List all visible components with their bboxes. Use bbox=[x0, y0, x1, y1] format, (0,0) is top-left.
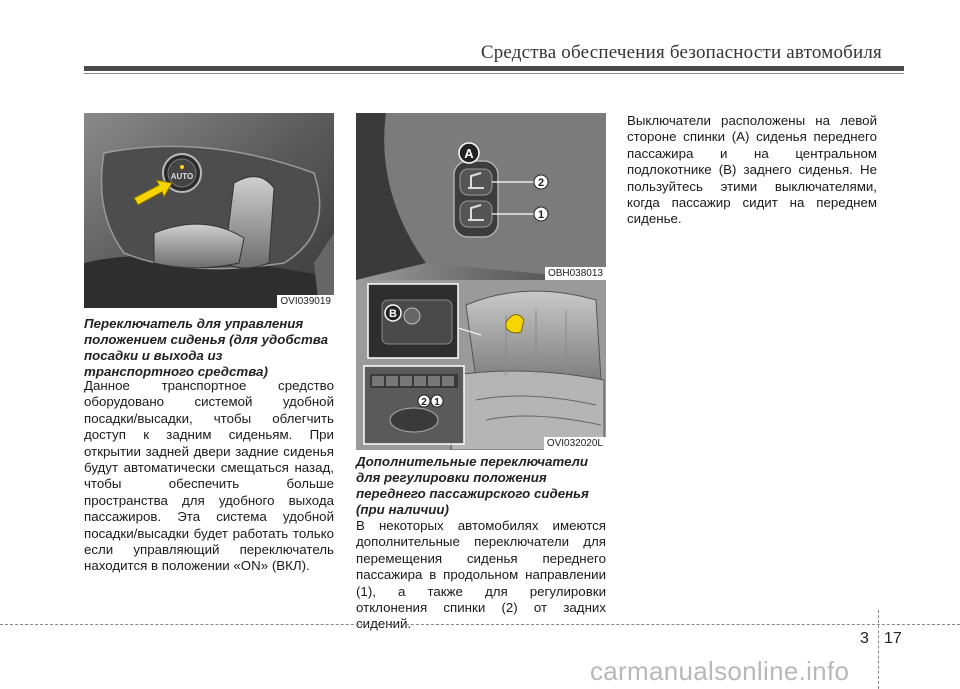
header-rule-thin bbox=[84, 73, 904, 74]
figure-code: OBH038013 bbox=[545, 267, 606, 280]
figure-code: OVI032020L bbox=[544, 437, 606, 450]
figure-code: OVI039019 bbox=[277, 295, 334, 308]
callout-2: 2 bbox=[537, 177, 545, 189]
chapter-number: 3 bbox=[860, 630, 869, 647]
callout-a: A bbox=[464, 146, 474, 161]
header-rule bbox=[84, 66, 904, 71]
page-header-title: Средства обеспечения безопасности автомобиля bbox=[480, 42, 882, 63]
callout-1: 1 bbox=[537, 209, 545, 221]
seat-switch-illustration bbox=[84, 113, 334, 308]
figure-seatback-switch-photo bbox=[356, 113, 606, 280]
page-number: 17 bbox=[884, 630, 902, 647]
figure-rear-seat-photo bbox=[356, 280, 606, 450]
watermark: carmanualsonline.info bbox=[590, 656, 850, 686]
figure-caption: Дополнительные переключатели для регулировки положения переднего пассажирского сиденья (при наличии) bbox=[356, 454, 589, 517]
body-paragraph: Выключатели расположены на левой стороне спинки (A) сиденья переднего пассажира и на центральном подлокотнике (B) заднего сиденья. Не пользуйтесь этими выключателями, когда пассажир сидит на переднем сиденье. bbox=[627, 113, 877, 227]
callout-2: 2 bbox=[421, 397, 427, 408]
figure-seat-control-photo bbox=[84, 113, 334, 308]
rear-seat-illustration bbox=[356, 280, 606, 450]
footer-divider bbox=[878, 610, 879, 689]
auto-label: AUTO bbox=[170, 172, 194, 181]
callout-b: B bbox=[389, 308, 397, 320]
body-paragraph: В некоторых автомобилях имеются дополнительные переключатели для перемещения сиденья переднего пассажира в продольном направлении (1), а также для регулировки отклонения спинки (2) от задних сидений. bbox=[356, 518, 606, 632]
body-paragraph: Данное транспортное средство оборудовано системой удобной посадки/высадки, чтобы облегчить доступ к задним сиденьям. При открытии задней двери задние сиденья будут автоматически смещаться назад, чтобы обеспечить больше пространства для удобного выхода пассажиров. Эта система удобной посадки/высадки будет работать только если управляющий переключатель находится в положении «ON» (ВКЛ). bbox=[84, 378, 334, 574]
seatback-switch-illustration bbox=[356, 113, 606, 280]
callout-1: 1 bbox=[434, 397, 440, 408]
figure-caption: Переключатель для управления положением сиденья (для удобства посадки и выхода из транспортного средства) bbox=[84, 316, 329, 379]
footer-rule bbox=[0, 624, 960, 625]
